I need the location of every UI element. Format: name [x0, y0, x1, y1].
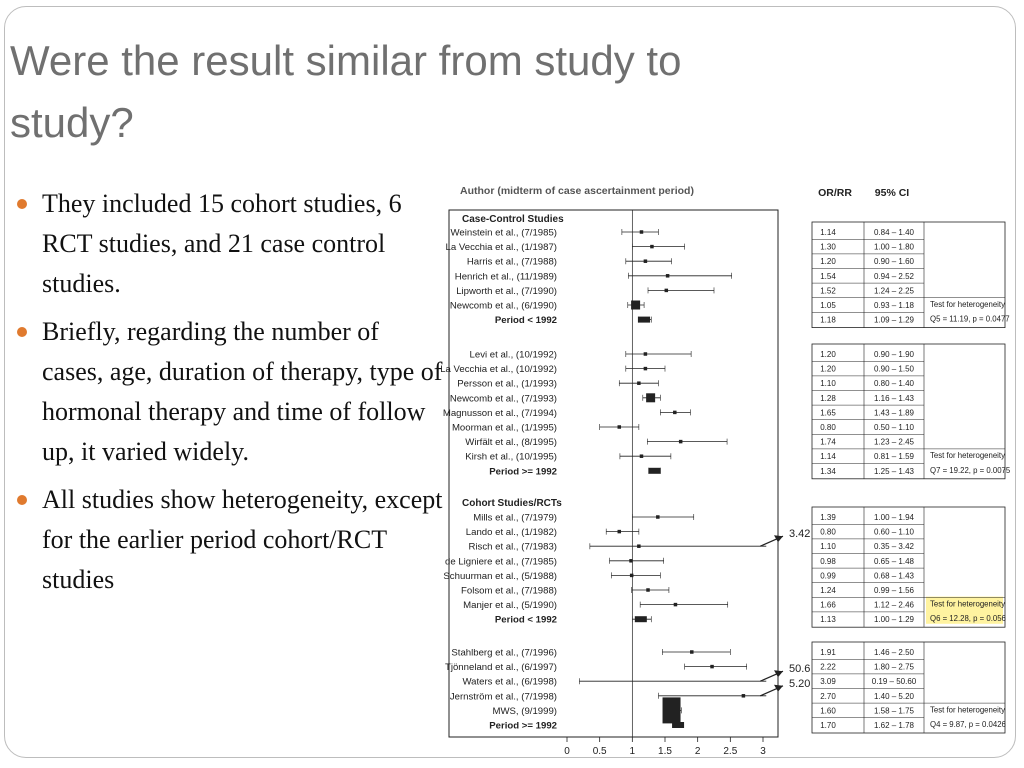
pooled-label: Period < 1992: [494, 614, 557, 626]
orrr-value: 1.10: [820, 542, 836, 552]
ci-value: 1.46 – 2.50: [873, 648, 915, 657]
point-estimate: [637, 544, 641, 548]
study-label: Risch et al., (7/1983): [468, 541, 557, 553]
point-estimate: [650, 245, 654, 249]
x-tick-label: 1: [629, 746, 636, 757]
orrr-value: 3.09: [820, 677, 836, 687]
pooled-estimate: [649, 468, 661, 474]
point-estimate: [710, 665, 714, 669]
study-label: Lando et al., (1/1982): [465, 527, 557, 539]
slide-title-line-1: Were the result similar from study to: [10, 37, 682, 84]
overflow-label: 3.42: [789, 528, 811, 541]
x-tick-label: 0: [564, 746, 570, 757]
study-label: de Ligniere et al., (7/1985): [444, 556, 557, 568]
x-tick-label: 0.5: [592, 746, 607, 757]
orrr-value: 1.28: [820, 393, 836, 403]
overflow-label: 5.20: [789, 677, 811, 690]
ci-value: 0.35 – 3.42: [873, 542, 915, 552]
heterogeneity-title: Test for heterogeneity: [930, 705, 1005, 715]
heterogeneity-title: Test for heterogeneity: [930, 451, 1005, 461]
study-label: Newcomb et al., (6/1990): [449, 300, 557, 312]
ci-value: 1.80 – 2.75: [873, 662, 915, 672]
x-tick-label: 2.5: [723, 746, 738, 757]
orrr-value: 1.66: [820, 600, 836, 610]
study-label: Stahlberg et al., (7/1996): [451, 647, 557, 659]
point-estimate: [656, 515, 660, 519]
point-estimate: [665, 289, 669, 293]
point-estimate: [673, 411, 677, 415]
orrr-value: 1.52: [820, 286, 836, 296]
point-estimate: [679, 440, 683, 444]
pooled-estimate: [635, 616, 647, 622]
study-label: Schuurman et al., (5/1988): [443, 570, 557, 582]
x-tick-label: 2: [694, 746, 701, 757]
x-tick-label: 1.5: [658, 746, 672, 757]
ci-column-header: 95% CI: [874, 187, 910, 199]
heterogeneity-stat: Q7 = 19.22, p = 0.0075: [930, 465, 1011, 475]
orrr-value: 2.22: [820, 662, 836, 672]
pooled-label: Period >= 1992: [489, 466, 557, 478]
ci-value: 1.62 – 1.78: [873, 721, 915, 730]
point-estimate: [629, 559, 633, 563]
overflow-arrowhead: [774, 685, 783, 692]
x-tick-label: 3: [760, 746, 766, 757]
ci-value: 0.80 – 1.40: [873, 379, 915, 389]
study-label: Lipworth et al., (7/1990): [456, 285, 557, 297]
ci-value: 1.00 – 1.80: [873, 242, 915, 252]
point-estimate: [644, 352, 648, 356]
ci-value: 1.16 – 1.43: [873, 393, 915, 403]
study-label: La Vecchia et al., (10/1992): [440, 364, 557, 376]
heterogeneity-stat: Q5 = 11.19, p = 0.0477: [930, 314, 1010, 324]
orrr-column-header: OR/RR: [818, 187, 852, 199]
pooled-estimate: [672, 722, 684, 728]
heterogeneity-stat: Q6 = 12.28, p = 0.056: [930, 614, 1006, 624]
orrr-value: 2.70: [820, 691, 836, 701]
study-label: Mills et al., (7/1979): [473, 512, 557, 524]
point-estimate: [690, 650, 694, 654]
bullet-item: They included 15 cohort studies, 6 RCT studies, and 21 case control studies.: [14, 184, 444, 304]
orrr-value: 1.60: [820, 706, 836, 716]
point-estimate: [666, 274, 670, 278]
study-label: Persson et al., (1/1993): [457, 378, 557, 390]
overflow-arrowhead: [774, 670, 783, 677]
study-label: Wirfält et al., (8/1995): [465, 437, 557, 449]
ci-value: 0.68 – 1.43: [873, 571, 915, 581]
study-label: Harris et al., (7/1988): [466, 256, 557, 268]
ci-value: 0.50 – 1.10: [873, 423, 915, 432]
study-label: Folsom et al., (7/1988): [461, 585, 557, 597]
ci-value: 0.90 – 1.50: [873, 364, 915, 374]
ci-value: 1.24 – 2.25: [873, 286, 915, 296]
orrr-value: 1.14: [820, 452, 836, 462]
ci-value: 0.94 – 2.52: [873, 271, 915, 281]
overflow-label: 50.6: [789, 663, 811, 676]
point-estimate: [644, 367, 648, 371]
ci-value: 1.43 – 1.89: [873, 408, 915, 418]
orrr-value: 1.10: [820, 379, 836, 389]
ci-value: 1.00 – 1.29: [873, 615, 915, 625]
orrr-value: 0.98: [820, 556, 836, 566]
orrr-value: 1.74: [820, 437, 836, 447]
orrr-value: 1.65: [820, 408, 836, 418]
ci-value: 1.25 – 1.43: [873, 466, 915, 476]
study-label: MWS, (9/1999): [492, 705, 557, 717]
study-label: Jernström et al., (7/1998): [449, 691, 557, 703]
orrr-value: 0.80: [820, 527, 836, 537]
orrr-value: 1.05: [820, 301, 836, 310]
point-estimate: [646, 393, 655, 402]
study-label: Waters et al., (6/1998): [462, 676, 557, 688]
ci-value: 0.65 – 1.48: [873, 556, 915, 566]
group-label: Cohort Studies/RCTs: [462, 498, 562, 509]
study-label: La Vecchia et al., (1/1987): [445, 242, 557, 254]
point-estimate: [742, 694, 746, 698]
ci-value: 0.60 – 1.10: [873, 527, 915, 537]
orrr-value: 1.24: [820, 586, 836, 595]
study-label: Weinstein et al., (7/1985): [450, 227, 557, 239]
ci-value: 1.12 – 2.46: [873, 600, 915, 610]
ci-value: 0.93 – 1.18: [873, 301, 915, 310]
group-label: Case-Control Studies: [462, 214, 564, 225]
study-label: Manjer et al., (5/1990): [463, 600, 557, 612]
orrr-value: 1.13: [820, 615, 836, 625]
orrr-value: 1.39: [820, 513, 836, 522]
point-estimate: [618, 530, 622, 534]
pooled-label: Period < 1992: [494, 315, 557, 327]
point-estimate: [640, 454, 644, 458]
ci-value: 1.40 – 5.20: [873, 691, 915, 701]
point-estimate: [637, 381, 641, 385]
bullet-item: All studies show heterogeneity, except for the earlier period cohort/RCT studies: [14, 480, 444, 600]
point-estimate: [631, 301, 640, 310]
point-estimate: [644, 259, 648, 263]
orrr-value: 1.91: [820, 648, 836, 657]
ci-value: 1.09 – 1.29: [873, 315, 915, 325]
ci-value: 1.23 – 2.45: [873, 437, 915, 447]
point-estimate: [618, 425, 622, 429]
orrr-value: 1.34: [820, 466, 836, 476]
orrr-value: 1.20: [820, 257, 836, 267]
study-label: Newcomb et al., (7/1993): [449, 393, 557, 405]
orrr-value: 1.70: [820, 721, 836, 730]
ci-value: 0.81 – 1.59: [873, 452, 915, 462]
study-label: Tjönneland et al., (6/1997): [444, 662, 557, 674]
heterogeneity-title: Test for heterogeneity: [930, 599, 1005, 609]
orrr-value: 1.54: [820, 271, 836, 281]
orrr-value: 1.18: [820, 315, 836, 325]
slide-title-line-2: study?: [10, 99, 134, 146]
pooled-label: Period >= 1992: [489, 720, 557, 732]
point-estimate: [674, 603, 678, 607]
study-label: Magnusson et al., (7/1994): [442, 407, 557, 419]
ci-value: 0.90 – 1.90: [873, 350, 915, 359]
heterogeneity-title: Test for heterogeneity: [930, 300, 1005, 309]
study-label: Henrich et al., (11/1989): [454, 271, 557, 283]
ci-value: 1.58 – 1.75: [873, 706, 915, 716]
orrr-value: 1.14: [820, 228, 836, 237]
ci-value: 0.84 – 1.40: [873, 228, 915, 237]
ci-value: 0.90 – 1.60: [873, 257, 915, 267]
bullet-item: Briefly, regarding the number of cases, age, duration of therapy, type of hormonal therapy and time of follow up, it varied widely.: [14, 312, 444, 472]
orrr-value: 0.99: [820, 571, 836, 581]
orrr-value: 0.80: [820, 423, 836, 432]
study-label: Moorman et al., (1/1995): [451, 422, 557, 434]
point-estimate: [640, 230, 644, 234]
author-column-header: Author (midterm of case ascertainment period): [460, 185, 694, 197]
heterogeneity-stat: Q4 = 9.87, p = 0.0426: [930, 720, 1006, 729]
study-label: Kirsh et al., (10/1995): [465, 451, 557, 463]
point-estimate: [646, 588, 650, 592]
ci-value: 0.19 – 50.60: [871, 677, 917, 687]
pooled-estimate: [638, 317, 650, 323]
study-label: Levi et al., (10/1992): [469, 349, 557, 361]
ci-value: 1.00 – 1.94: [873, 513, 915, 522]
point-estimate: [663, 697, 681, 723]
point-estimate: [630, 574, 634, 578]
orrr-value: 1.30: [820, 242, 836, 252]
orrr-value: 1.20: [820, 364, 836, 374]
overflow-arrowhead: [774, 535, 783, 542]
orrr-value: 1.20: [820, 350, 836, 359]
ci-value: 0.99 – 1.56: [873, 586, 915, 595]
